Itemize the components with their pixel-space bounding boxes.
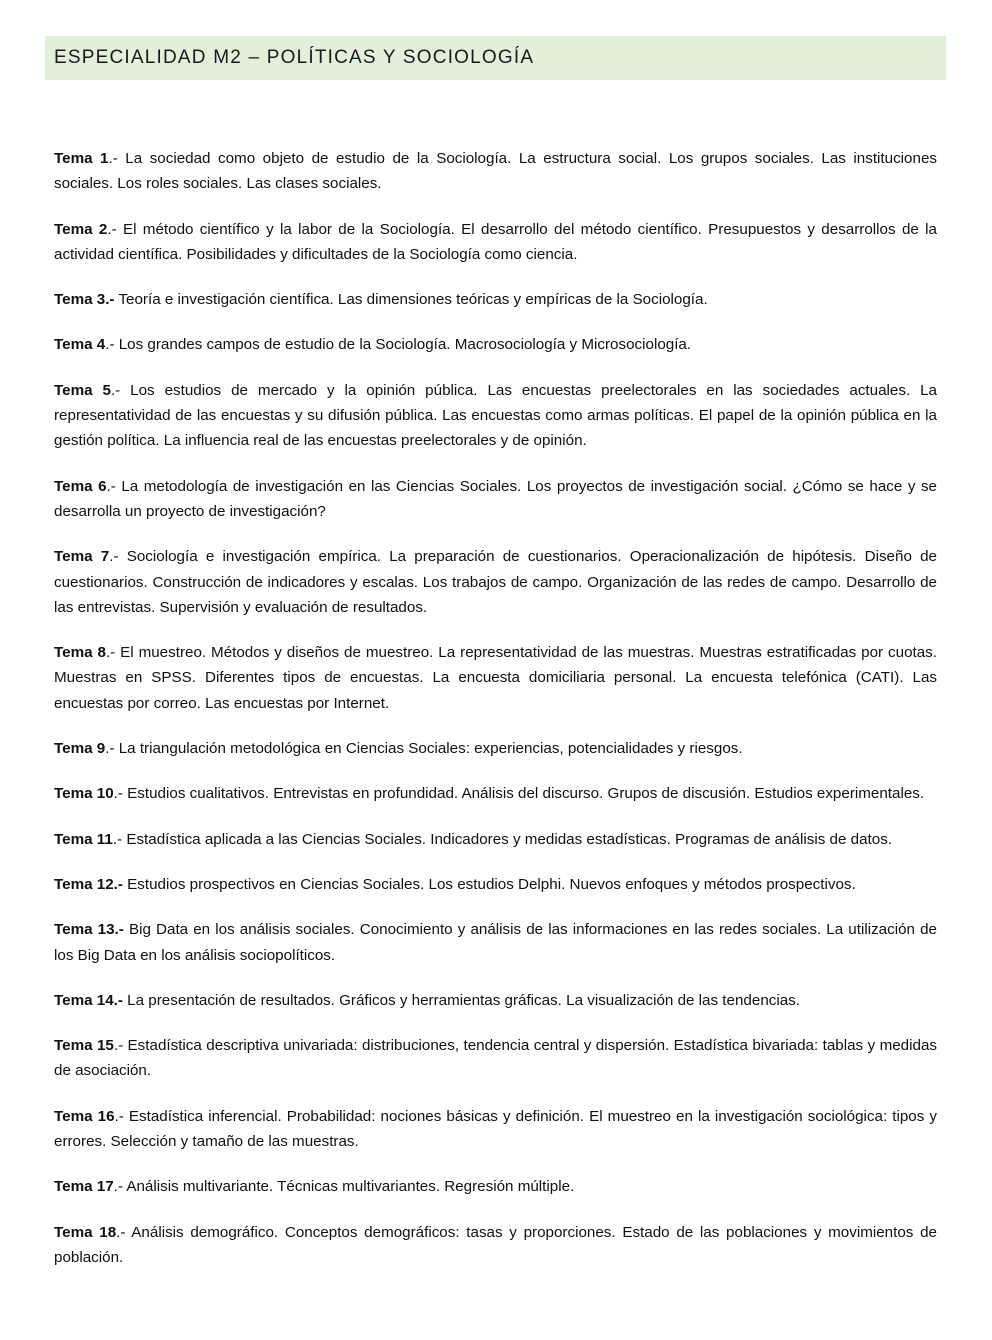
topic-item [54, 988, 937, 1013]
topic-list [54, 146, 937, 1290]
topic-label: Tema 4 [54, 336, 106, 354]
topic-item [54, 872, 937, 897]
topic-text: .- El método científico y la labor de la Sociología. El desarrollo del método científico. Presupuestos y desarrollos de la actividad científica. Posibilidades y dificultades de la Sociología como ciencia. [54, 220, 937, 263]
topic-text: La presentación de resultados. Gráficos y herramientas gráficas. La visualización de las tendencias. [122, 991, 800, 1009]
topic-label: Tema 2 [54, 220, 108, 238]
topic-text: .- Análisis multivariante. Técnicas multivariantes. Regresión múltiple. [113, 1178, 575, 1196]
topic-item [54, 332, 937, 357]
topic-label: Tema 1 [54, 150, 109, 167]
topic-text: .- Estadística descriptiva univariada: distribuciones, tendencia central y dispersión. Estadística bivariada: tablas y medidas de asociación. [54, 1037, 937, 1080]
topic-text: .- Los estudios de mercado y la opinión pública. Las encuestas preelectorales en las sociedades actuales. La representatividad de las encuestas y su difusión pública. Las encuestas como armas políticas. El papel de la opinión pública en la gestión política. La influencia real de las encuestas preelectorales y de opinión. [54, 381, 937, 450]
topic-item [54, 1174, 937, 1199]
topic-item [54, 146, 937, 197]
topic-text: .- El muestreo. Métodos y diseños de muestreo. La representatividad de las muestras. Muestras estratificadas por cuotas. Muestras en SPSS. Diferentes tipos de encuestas. La encuesta domiciliaria personal. La encuesta telefónica (CATI). Las encuestas por correo. Las encuestas por Internet. [54, 644, 937, 712]
topic-item [54, 378, 937, 454]
topic-text: .- Estadística aplicada a las Ciencias Sociales. Indicadores y medidas estadísticas. Programas de análisis de datos. [112, 830, 893, 848]
topic-item [54, 287, 937, 312]
topic-label: Tema 7 [54, 548, 110, 566]
topic-label: Tema 9 [54, 740, 106, 758]
topic-text: .- Análisis demográfico. Conceptos demográficos: tasas y proporciones. Estado de las poblaciones y movimientos de población. [54, 1223, 937, 1266]
topic-item [54, 917, 937, 968]
topic-item [54, 736, 937, 761]
topic-item [54, 640, 937, 716]
topic-item [54, 781, 937, 806]
topic-text: .- Los grandes campos de estudio de la Sociología. Macrosociología y Microsociología. [105, 336, 692, 354]
topic-label: Tema 12.- [54, 875, 123, 893]
topic-label: Tema 10 [54, 785, 114, 803]
topic-item [54, 217, 937, 268]
topic-label: Tema 15 [54, 1037, 114, 1055]
topic-item [54, 474, 937, 525]
topic-item [54, 544, 937, 620]
topic-label: Tema 17 [54, 1178, 114, 1196]
topic-text: Estudios prospectivos en Ciencias Sociales. Los estudios Delphi. Nuevos enfoques y métodos prospectivos. [122, 875, 856, 893]
topic-item [54, 827, 937, 852]
section-title: ESPECIALIDAD M2 – POLÍTICAS Y SOCIOLOGÍA [54, 47, 535, 68]
topic-label: Tema 6 [54, 477, 107, 495]
topic-label: Tema 5 [54, 381, 111, 399]
topic-text: .- Sociología e investigación empírica. La preparación de cuestionarios. Operacionalización de hipótesis. Diseño de cuestionarios. Construcción de indicadores y escalas. Los trabajos de campo. Organización de las redes de campo. Desarrollo de las entrevistas. Supervisión y evaluación de resultados. [54, 548, 937, 616]
topic-label: Tema 18 [54, 1223, 117, 1241]
topic-text: .- Estudios cualitativos. Entrevistas en profundidad. Análisis del discurso. Grupos de discusión. Estudios experimentales. [113, 785, 925, 803]
topic-text: .- Estadística inferencial. Probabilidad: nociones básicas y definición. El muestreo en la investigación sociológica: tipos y errores. Selección y tamaño de las muestras. [54, 1107, 937, 1151]
topic-item [54, 1033, 937, 1084]
topic-text: Big Data en los análisis sociales. Conocimiento y análisis de las informaciones en las redes sociales. La utilización de los Big Data en los análisis sociopolíticos. [54, 921, 937, 964]
topic-item [54, 1220, 937, 1271]
topic-text: .- La metodología de investigación en las Ciencias Sociales. Los proyectos de investigación social. ¿Cómo se hace y se desarrolla un proyecto de investigación? [54, 477, 937, 520]
topic-text: .- La sociedad como objeto de estudio de la Sociología. La estructura social. Los grupos sociales. Las instituciones sociales. Los roles sociales. Las clases sociales. [54, 150, 937, 193]
topic-label: Tema 11 [54, 830, 113, 848]
topic-text: .- La triangulación metodológica en Ciencias Sociales: experiencias, potencialidades y riesgos. [105, 740, 743, 758]
topic-label: Tema 16 [54, 1107, 115, 1125]
topic-label: Tema 13.- [54, 921, 124, 939]
topic-text: Teoría e investigación científica. Las dimensiones teóricas y empíricas de la Sociología. [114, 291, 708, 309]
topic-label: Tema 3.- [54, 291, 115, 309]
topic-item [54, 1104, 937, 1155]
topic-label: Tema 14.- [54, 991, 123, 1009]
section-header [45, 36, 946, 80]
topic-label: Tema 8 [54, 644, 106, 662]
